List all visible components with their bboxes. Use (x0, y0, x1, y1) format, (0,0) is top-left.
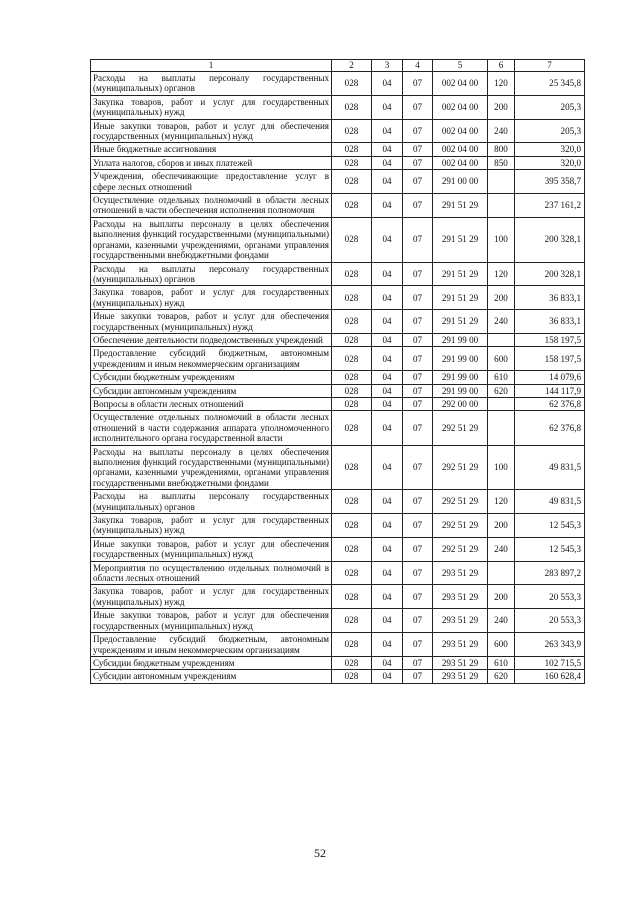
subsection-code: 07 (403, 143, 433, 156)
section-code: 04 (372, 286, 403, 310)
table-row (91, 397, 585, 410)
table-row (91, 656, 585, 669)
subsection-code: 07 (403, 156, 433, 169)
subsection-code: 07 (403, 347, 433, 371)
target-article: 002 04 00 (433, 95, 488, 119)
target-article: 293 51 29 (433, 656, 488, 669)
row-name: Осуществление отдельных полномочий в области лесных отношений в части содержания аппарата уполномоченного исполнительного органа государственной власти (91, 411, 332, 445)
target-article: 291 51 29 (433, 217, 488, 262)
amount: 20 553,3 (515, 609, 585, 633)
section-code: 04 (372, 609, 403, 633)
amount: 205,3 (515, 119, 585, 143)
row-name: Расходы на выплаты персоналу государственных (муниципальных) органов (91, 490, 332, 514)
subsection-code: 07 (403, 561, 433, 585)
row-name: Расходы на выплаты персоналу в целях обеспечения выполнения функций государственными (муниципальными) органами, казенными учреждениями, органами управления государственными внебюджетными фондами (91, 217, 332, 262)
section-code: 04 (372, 656, 403, 669)
table-row (91, 262, 585, 286)
admin-code: 028 (332, 143, 372, 156)
amount: 237 161,2 (515, 194, 585, 218)
admin-code: 028 (332, 194, 372, 218)
target-article: 292 51 29 (433, 445, 488, 490)
row-name: Закупка товаров, работ и услуг для государственных (муниципальных) нужд (91, 95, 332, 119)
page-number: 52 (314, 846, 326, 860)
row-name: Закупка товаров, работ и услуг для государственных (муниципальных) нужд (91, 286, 332, 310)
row-name: Субсидии автономным учреждениям (91, 670, 332, 683)
subsection-code: 07 (403, 95, 433, 119)
subsection-code: 07 (403, 371, 433, 384)
section-code: 04 (372, 633, 403, 657)
subsection-code: 07 (403, 217, 433, 262)
table-row (91, 411, 585, 445)
admin-code: 028 (332, 262, 372, 286)
table-row (91, 384, 585, 397)
expense-type: 120 (488, 490, 515, 514)
admin-code: 028 (332, 156, 372, 169)
expense-type: 120 (488, 72, 515, 96)
target-article: 293 51 29 (433, 609, 488, 633)
expense-type: 240 (488, 537, 515, 561)
table-row (91, 347, 585, 371)
amount: 144 117,9 (515, 384, 585, 397)
admin-code: 028 (332, 633, 372, 657)
amount: 12 545,3 (515, 514, 585, 538)
target-article: 292 51 29 (433, 537, 488, 561)
row-name: Иные закупки товаров, работ и услуг для обеспечения государственных (муниципальных) нужд (91, 310, 332, 334)
expense-type: 610 (488, 371, 515, 384)
target-article: 293 51 29 (433, 670, 488, 683)
target-article: 292 51 29 (433, 514, 488, 538)
subsection-code: 07 (403, 72, 433, 96)
subsection-code: 07 (403, 397, 433, 410)
expense-type (488, 170, 515, 194)
target-article: 293 51 29 (433, 633, 488, 657)
admin-code: 028 (332, 286, 372, 310)
row-name: Субсидии бюджетным учреждениям (91, 371, 332, 384)
expense-type: 620 (488, 384, 515, 397)
subsection-code: 07 (403, 310, 433, 334)
expense-type (488, 561, 515, 585)
subsection-code: 07 (403, 170, 433, 194)
table-row (91, 95, 585, 119)
row-name: Обеспечение деятельности подведомственных учреждений (91, 333, 332, 346)
expense-type: 850 (488, 156, 515, 169)
expense-type (488, 397, 515, 410)
section-code: 04 (372, 194, 403, 218)
amount: 62 376,8 (515, 397, 585, 410)
section-code: 04 (372, 514, 403, 538)
section-code: 04 (372, 445, 403, 490)
budget-table (90, 59, 585, 684)
section-code: 04 (372, 170, 403, 194)
expense-type: 200 (488, 585, 515, 609)
expense-type: 600 (488, 633, 515, 657)
section-code: 04 (372, 397, 403, 410)
admin-code: 028 (332, 609, 372, 633)
admin-code: 028 (332, 371, 372, 384)
row-name: Субсидии бюджетным учреждениям (91, 656, 332, 669)
section-code: 04 (372, 384, 403, 397)
target-article: 291 51 29 (433, 194, 488, 218)
subsection-code: 07 (403, 633, 433, 657)
table-row (91, 514, 585, 538)
table-row (91, 537, 585, 561)
amount: 12 545,3 (515, 537, 585, 561)
expense-type: 100 (488, 217, 515, 262)
table-row (91, 670, 585, 683)
admin-code: 028 (332, 561, 372, 585)
admin-code: 028 (332, 445, 372, 490)
expense-type (488, 411, 515, 445)
admin-code: 028 (332, 347, 372, 371)
admin-code: 028 (332, 384, 372, 397)
target-article: 291 51 29 (433, 262, 488, 286)
amount: 62 376,8 (515, 411, 585, 445)
amount: 263 343,9 (515, 633, 585, 657)
table-row (91, 194, 585, 218)
row-name: Закупка товаров, работ и услуг для государственных (муниципальных) нужд (91, 514, 332, 538)
subsection-code: 07 (403, 333, 433, 346)
table-row (91, 72, 585, 96)
column-header: 2 (332, 60, 372, 72)
amount: 14 079,6 (515, 371, 585, 384)
section-code: 04 (372, 585, 403, 609)
row-name: Осуществление отдельных полномочий в области лесных отношений в части обеспечения исполнения полномочия (91, 194, 332, 218)
section-code: 04 (372, 72, 403, 96)
target-article: 002 04 00 (433, 119, 488, 143)
table-row (91, 609, 585, 633)
row-name: Иные закупки товаров, работ и услуг для обеспечения государственных (муниципальных) нужд (91, 537, 332, 561)
expense-type: 240 (488, 119, 515, 143)
column-header: 7 (515, 60, 585, 72)
subsection-code: 07 (403, 262, 433, 286)
row-name: Расходы на выплаты персоналу государственных (муниципальных) органов (91, 72, 332, 96)
admin-code: 028 (332, 72, 372, 96)
amount: 283 897,2 (515, 561, 585, 585)
target-article: 002 04 00 (433, 72, 488, 96)
column-header: 1 (91, 60, 332, 72)
section-code: 04 (372, 262, 403, 286)
row-name: Иные бюджетные ассигнования (91, 143, 332, 156)
section-code: 04 (372, 119, 403, 143)
section-code: 04 (372, 156, 403, 169)
admin-code: 028 (332, 95, 372, 119)
target-article: 293 51 29 (433, 585, 488, 609)
expense-type: 800 (488, 143, 515, 156)
subsection-code: 07 (403, 585, 433, 609)
table-row (91, 633, 585, 657)
table-row (91, 445, 585, 490)
amount: 395 358,7 (515, 170, 585, 194)
section-code: 04 (372, 561, 403, 585)
expense-type: 200 (488, 95, 515, 119)
target-article: 291 99 00 (433, 333, 488, 346)
admin-code: 028 (332, 170, 372, 194)
section-code: 04 (372, 95, 403, 119)
admin-code: 028 (332, 490, 372, 514)
amount: 36 833,1 (515, 286, 585, 310)
table-row (91, 585, 585, 609)
row-name: Иные закупки товаров, работ и услуг для обеспечения государственных (муниципальных) нужд (91, 119, 332, 143)
table-body (91, 72, 585, 684)
table-row (91, 490, 585, 514)
row-name: Уплата налогов, сборов и иных платежей (91, 156, 332, 169)
expense-type: 100 (488, 445, 515, 490)
section-code: 04 (372, 411, 403, 445)
row-name: Расходы на выплаты персоналу в целях обеспечения выполнения функций государственными (муниципальными) органами, казенными учреждениями, органами управления государственными внебюджетными фондами (91, 445, 332, 490)
table-row (91, 217, 585, 262)
target-article: 292 51 29 (433, 411, 488, 445)
admin-code: 028 (332, 656, 372, 669)
column-header: 5 (433, 60, 488, 72)
expense-type: 240 (488, 609, 515, 633)
amount: 158 197,5 (515, 347, 585, 371)
row-name: Вопросы в области лесных отношений (91, 397, 332, 410)
section-code: 04 (372, 347, 403, 371)
subsection-code: 07 (403, 609, 433, 633)
target-article: 292 00 00 (433, 397, 488, 410)
section-code: 04 (372, 143, 403, 156)
section-code: 04 (372, 333, 403, 346)
subsection-code: 07 (403, 490, 433, 514)
subsection-code: 07 (403, 194, 433, 218)
amount: 36 833,1 (515, 310, 585, 334)
expense-type: 600 (488, 347, 515, 371)
target-article: 002 04 00 (433, 156, 488, 169)
target-article: 291 00 00 (433, 170, 488, 194)
row-name: Мероприятия по осуществлению отдельных полномочий в области лесных отношений (91, 561, 332, 585)
table-row (91, 333, 585, 346)
subsection-code: 07 (403, 514, 433, 538)
section-code: 04 (372, 310, 403, 334)
row-name: Предоставление субсидий бюджетным, автономным учреждениям и иным некоммерческим организациям (91, 633, 332, 657)
section-code: 04 (372, 371, 403, 384)
expense-type: 620 (488, 670, 515, 683)
column-header: 4 (403, 60, 433, 72)
amount: 160 628,4 (515, 670, 585, 683)
table-header-row (91, 60, 585, 72)
admin-code: 028 (332, 217, 372, 262)
expense-type: 200 (488, 514, 515, 538)
subsection-code: 07 (403, 286, 433, 310)
column-header: 6 (488, 60, 515, 72)
amount: 158 197,5 (515, 333, 585, 346)
subsection-code: 07 (403, 119, 433, 143)
expense-type: 610 (488, 656, 515, 669)
section-code: 04 (372, 490, 403, 514)
admin-code: 028 (332, 411, 372, 445)
row-name: Предоставление субсидий бюджетным, автономным учреждениям и иным некоммерческим организациям (91, 347, 332, 371)
table-row (91, 143, 585, 156)
amount: 49 831,5 (515, 445, 585, 490)
target-article: 293 51 29 (433, 561, 488, 585)
row-name: Расходы на выплаты персоналу государственных (муниципальных) органов (91, 262, 332, 286)
amount: 25 345,8 (515, 72, 585, 96)
row-name: Учреждения, обеспечивающие предоставление услуг в сфере лесных отношений (91, 170, 332, 194)
table-row (91, 286, 585, 310)
subsection-code: 07 (403, 445, 433, 490)
target-article: 292 51 29 (433, 490, 488, 514)
amount: 102 715,5 (515, 656, 585, 669)
admin-code: 028 (332, 537, 372, 561)
table-row (91, 310, 585, 334)
target-article: 291 99 00 (433, 371, 488, 384)
amount: 320,0 (515, 143, 585, 156)
row-name: Субсидии автономным учреждениям (91, 384, 332, 397)
amount: 20 553,3 (515, 585, 585, 609)
admin-code: 028 (332, 119, 372, 143)
admin-code: 028 (332, 310, 372, 334)
row-name: Закупка товаров, работ и услуг для государственных (муниципальных) нужд (91, 585, 332, 609)
target-article: 002 04 00 (433, 143, 488, 156)
expense-type: 120 (488, 262, 515, 286)
admin-code: 028 (332, 333, 372, 346)
subsection-code: 07 (403, 670, 433, 683)
expense-type: 240 (488, 310, 515, 334)
row-name: Иные закупки товаров, работ и услуг для обеспечения государственных (муниципальных) нужд (91, 609, 332, 633)
expense-type (488, 333, 515, 346)
table-row (91, 170, 585, 194)
amount: 49 831,5 (515, 490, 585, 514)
admin-code: 028 (332, 670, 372, 683)
target-article: 291 51 29 (433, 286, 488, 310)
table-row (91, 561, 585, 585)
table-row (91, 119, 585, 143)
subsection-code: 07 (403, 384, 433, 397)
section-code: 04 (372, 537, 403, 561)
section-code: 04 (372, 670, 403, 683)
admin-code: 028 (332, 585, 372, 609)
expense-type (488, 194, 515, 218)
subsection-code: 07 (403, 411, 433, 445)
section-code: 04 (372, 217, 403, 262)
amount: 205,3 (515, 95, 585, 119)
amount: 200 328,1 (515, 217, 585, 262)
amount: 320,0 (515, 156, 585, 169)
expense-type: 200 (488, 286, 515, 310)
amount: 200 328,1 (515, 262, 585, 286)
target-article: 291 99 00 (433, 384, 488, 397)
column-header: 3 (372, 60, 403, 72)
admin-code: 028 (332, 397, 372, 410)
table-row (91, 371, 585, 384)
document-page (90, 59, 584, 684)
target-article: 291 51 29 (433, 310, 488, 334)
subsection-code: 07 (403, 656, 433, 669)
admin-code: 028 (332, 514, 372, 538)
table-row (91, 156, 585, 169)
target-article: 291 99 00 (433, 347, 488, 371)
subsection-code: 07 (403, 537, 433, 561)
